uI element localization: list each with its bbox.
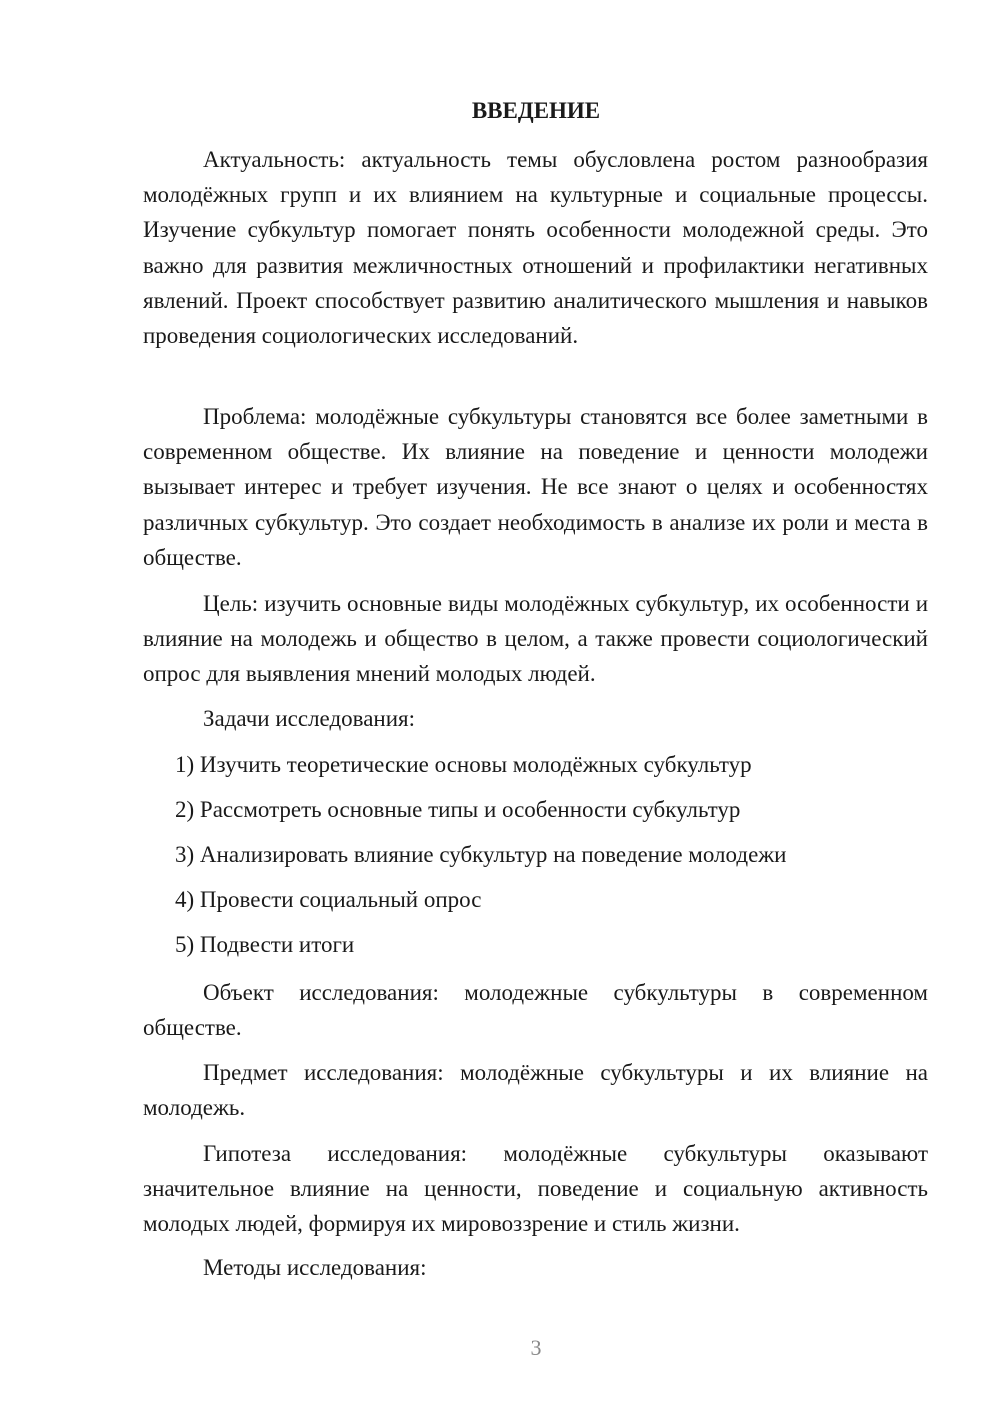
subject-paragraph: Предмет исследования: молодёжные субкультуры и их влияние на молодежь. [143,1060,928,1121]
task-item-5: 5) Подвести итоги [175,932,355,957]
task-item-2: 2) Рассмотреть основные типы и особенности субкультур [175,797,741,822]
hypothesis-paragraph: Гипотеза исследования: молодёжные субкультуры оказывают значительное влияние на ценности, поведение и социальную активность молодых людей, формируя их мировоззрение и стиль жизни. [143,1141,928,1237]
relevance-paragraph: Актуальность: актуальность темы обусловлена ростом разнообразия молодёжных групп и их влиянием на культурные и социальные процессы. Изучение субкультур помогает понять особенности молодежной среды. Это важно для развития межличностных отношений и профилактики негативных явлений. Проект способствует развитию аналитического мышления и навыков проведения социологических исследований. [143,147,928,349]
task-item-1: 1) Изучить теоретические основы молодёжных субкультур [175,752,752,777]
task-item-3: 3) Анализировать влияние субкультур на поведение молодежи [175,842,787,867]
object-paragraph: Объект исследования: молодежные субкультуры в современном обществе. [143,980,928,1041]
problem-paragraph: Проблема: молодёжные субкультуры становятся все более заметными в современном обществе. Их влияние на поведение и ценности молодежи вызывает интерес и требует изучения. Не все знают о целях и особенностях различных субкультур. Это создает необходимость в анализе их роли и места в обществе. [143,404,928,570]
task-item-4: 4) Провести социальный опрос [175,887,482,912]
tasks-heading: Задачи исследования: [203,706,416,731]
section-title: ВВЕДЕНИЕ [471,98,601,123]
methods-heading: Методы исследования: [203,1255,427,1280]
page-number: 3 [530,1335,542,1360]
goal-paragraph: Цель: изучить основные виды молодёжных субкультур, их особенности и влияние на молодежь и общество в целом, а также провести социологический опрос для выявления мнений молодых людей. [143,591,928,687]
